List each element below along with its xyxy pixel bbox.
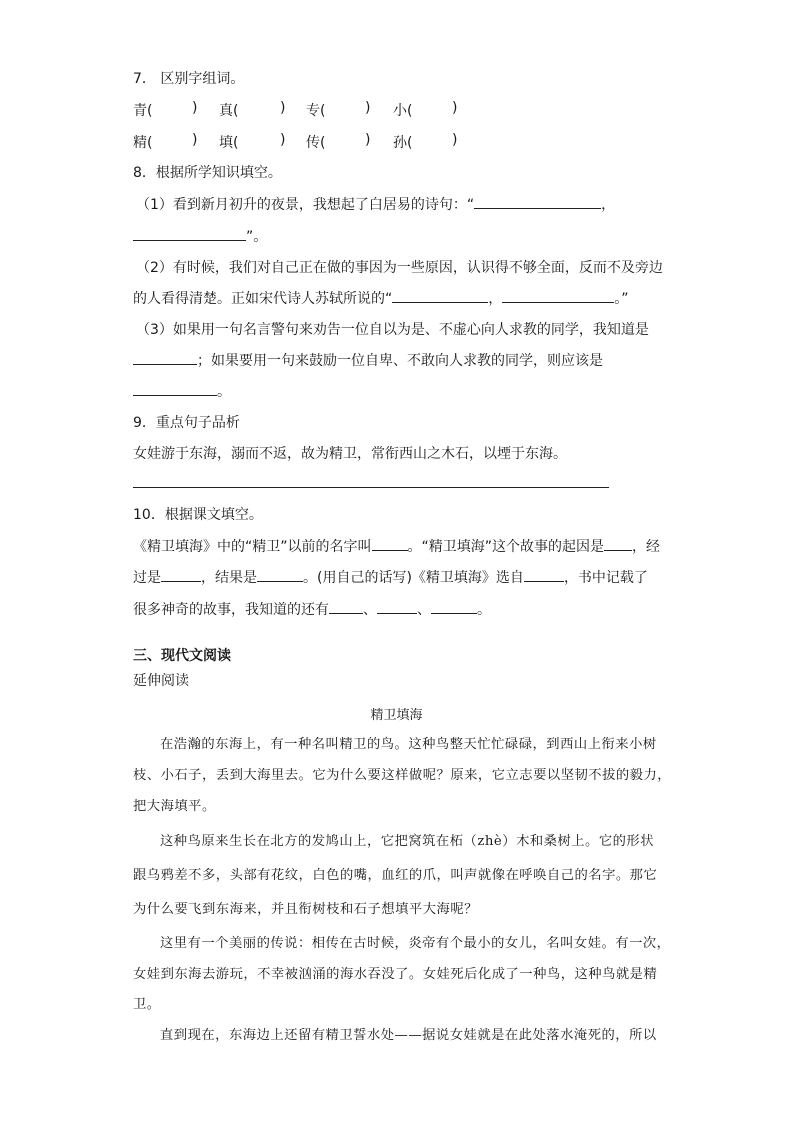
essay-p3-line-1: 这里有一个美丽的传说：相传在古时候，炎帝有个最小的女儿，名叫女娃。有一次， [160, 936, 671, 951]
q8-p2-blank-1[interactable] [392, 288, 488, 303]
q10-l3-sep-1: 、 [363, 602, 377, 618]
q10-l3-end: 。 [477, 602, 491, 618]
q7-r2-c3: 传( [306, 135, 326, 151]
q7-title: 7． 区别字组词。 [133, 71, 245, 87]
q10-l1-text-b: 。“精卫填海”这个故事的起因是 [407, 539, 605, 555]
q8-p3-blank-1[interactable] [133, 350, 197, 365]
q10-l2-text-d: ，书中记载了 [563, 570, 648, 586]
q8-p2-end: 。” [614, 291, 629, 307]
q7-r2-c1-close: ) [192, 132, 198, 148]
q7-r1-c3: 专( [306, 103, 326, 119]
q10-l3-sep-2: 、 [417, 602, 431, 618]
essay-p1-line-1: 在浩瀚的东海上，有一种名叫精卫的鸟。这种鸟整天忙忙碌碌，到西山上衔来小树 [160, 737, 657, 752]
q7-r2-c1: 精( [133, 135, 153, 151]
q8-p1-text: （1）看到新月初升的夜景，我想起了白居易的诗句：“ [136, 197, 475, 213]
q10-l3-text-a: 很多神奇的故事，我知道的还有 [133, 602, 329, 618]
q8-part3-line1: （3）如果用一句名言警句来劝告一位自以为是、不虚心向人求教的同学，我知道是 [136, 322, 649, 338]
q9-sentence: 女娃游于东海，溺而不返，故为精卫，常衔西山之木石，以堙于东海。 [133, 446, 567, 462]
q8-part3-line2 [133, 350, 603, 370]
q10-title: 10．根据课文填空。 [133, 507, 263, 523]
essay-p1-line-3: 把大海填平。 [133, 799, 216, 814]
q10-blank-story-3[interactable] [431, 599, 477, 614]
q8-p1-blank-1[interactable] [474, 194, 601, 209]
q7-r1-c1: 青( [133, 103, 153, 119]
q10-blank-story-1[interactable] [329, 599, 363, 614]
q10-blank-former-name[interactable] [372, 536, 408, 551]
q9-answer-line[interactable] [133, 487, 609, 488]
q7-r2-c3-close: ) [365, 132, 371, 148]
q10-blank-cause[interactable] [604, 536, 632, 551]
q10-l2-text-a: 过是 [133, 570, 161, 586]
q7-r2-c4: 孙( [393, 135, 413, 151]
q8-p1-end: ”。 [246, 229, 268, 245]
q8-p2-text: 的人看得清楚。正如宋代诗人苏轼所说的“ [133, 291, 393, 307]
q7-r2-c2-close: ) [280, 132, 286, 148]
q10-line1 [133, 536, 660, 556]
q10-blank-source[interactable] [524, 567, 564, 582]
q8-p3-blank-2[interactable] [133, 381, 217, 396]
q8-title: 8．根据所学知识填空。 [133, 165, 282, 181]
essay-p2-line-2: 跟乌鸦差不多，头部有花纹，白色的嘴，血红的爪，叫声就像在呼唤自己的名字。那它 [133, 868, 658, 883]
q8-part1-line2 [133, 226, 267, 246]
essay-p2-line-1: 这种鸟原来生长在北方的发鸠山上，它把窝筑在柘（zhè）木和桑树上。它的形状 [160, 834, 655, 849]
essay-title: 精卫填海 [370, 708, 423, 723]
q7-r2-c2: 填( [219, 135, 239, 151]
q10-l2-text-c: 。(用自己的话写)《精卫填海》选自 [303, 570, 524, 586]
q8-p1-blank-2[interactable] [133, 226, 246, 241]
essay-p4-line-1: 直到现在，东海边上还留有精卫誓水处——据说女娃就是在此处落水淹死的，所以 [160, 1028, 657, 1043]
essay-p2-line-3: 为什么要飞到东海来，并且衔树枝和石子想填平大海呢？ [133, 902, 478, 917]
essay-p3-line-3: 卫。 [133, 997, 161, 1012]
q8-p1-comma: ， [601, 197, 616, 213]
essay-p3-line-2: 女娃到东海去游玩，不幸被汹涌的海水吞没了。女娃死后化成了一种鸟，这种鸟就是精 [133, 967, 658, 982]
q7-r1-c2-close: ) [280, 100, 286, 116]
q7-r1-c4-close: ) [452, 100, 458, 116]
q7-r1-c3-close: ) [365, 100, 371, 116]
q9-title: 9．重点句子品析 [133, 415, 240, 431]
q10-blank-story-2[interactable] [377, 599, 417, 614]
q10-blank-process[interactable] [161, 567, 201, 582]
q10-blank-result[interactable] [257, 567, 303, 582]
q10-l1-text-a: 《精卫填海》中的“精卫”以前的名字叫 [133, 539, 372, 555]
q8-p3-text: ；如果要用一句来鼓励一位自卑、不敢向人求教的同学，则应该是 [197, 353, 603, 369]
section3-subheading: 延伸阅读 [133, 673, 189, 689]
q7-r1-c2: 真( [219, 103, 239, 119]
q8-p2-blank-2[interactable] [502, 288, 614, 303]
q10-l1-text-c: ，经 [632, 539, 661, 555]
q10-l2-text-b: ，结果是 [201, 570, 257, 586]
q10-line3 [133, 599, 491, 619]
q8-part2-line2 [133, 288, 629, 308]
section3-heading: 三、现代文阅读 [133, 648, 231, 664]
q7-r1-c4: 小( [393, 103, 413, 119]
q8-part3-line3 [133, 381, 231, 401]
q7-r2-c4-close: ) [452, 132, 458, 148]
essay-p1-line-2: 枝、小石子，丢到大海里去。它为什么要这样做呢？原来，它立志要以坚韧不拔的毅力， [133, 768, 672, 783]
q8-part1-line1 [136, 194, 615, 214]
q10-line2 [133, 567, 648, 587]
q8-p3-end: 。 [217, 384, 231, 400]
q8-part2-line1: （2）有时候，我们对自己正在做的事因为一些原因，认识得不够全面，反而不及旁边 [136, 260, 663, 276]
q7-r1-c1-close: ) [192, 100, 198, 116]
q8-p2-comma: ， [488, 291, 503, 307]
